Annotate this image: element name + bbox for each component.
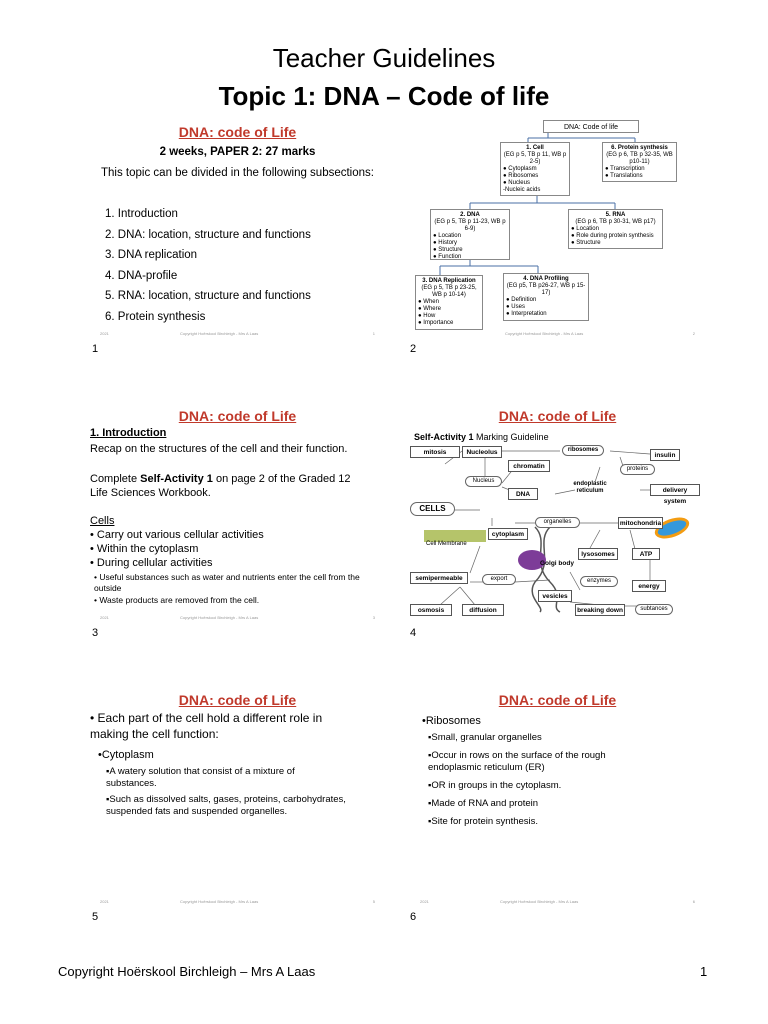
cells-heading: Cells bbox=[90, 515, 115, 527]
concept-cells: CELLS bbox=[410, 502, 455, 516]
mindmap-node-rna: 5. RNA (EG p 6, TB p 30-31, WB p17) ● Location ● Role during protein synthesis ● Structure bbox=[568, 209, 663, 249]
lead-text: •Ribosomes bbox=[422, 715, 481, 727]
concept-vesicles: vesicles bbox=[538, 590, 572, 602]
slide-number: 5 bbox=[92, 911, 99, 923]
slide-footer-copyright: Copyright Hoërskool Birchleigh - Mrs A Laas bbox=[180, 615, 259, 620]
slide-footer-copyright: Copyright Hoërskool Birchleigh - Mrs A Laas bbox=[505, 331, 584, 336]
slide-1 bbox=[90, 118, 385, 338]
concept-proteins: proteins bbox=[620, 464, 655, 475]
complete-text: Complete Self-Activity 1 on page 2 of the Graded 12 Life Sciences Workbook. bbox=[90, 473, 351, 499]
slide-5 bbox=[90, 686, 385, 906]
concept-nucleus: Nucleus bbox=[465, 476, 502, 487]
list-item: ▪A watery solution that consist of a mixture of substances. bbox=[106, 766, 295, 789]
page-footer-copyright: Copyright Hoërskool Birchleigh – Mrs A Laas bbox=[58, 964, 316, 979]
ribosome-list bbox=[428, 732, 658, 828]
concept-lysosomes: lysosomes bbox=[578, 548, 618, 560]
mindmap-node-replication: 3. DNA Replication (EG p 5, TB p 23-25, WB p 10-14) ● When ● Where ● How ● Importance bbox=[415, 275, 483, 330]
slide-footer-copyright: Copyright Hoërskool Birchleigh - Mrs A Laas bbox=[500, 899, 579, 904]
marks-line: 2 weeks, PAPER 2: 27 marks bbox=[159, 146, 316, 158]
list-item: • Waste products are removed from the cell. bbox=[94, 595, 260, 605]
concept-er: endoplastic reticulum bbox=[573, 481, 607, 494]
concept-energy: energy bbox=[632, 580, 666, 592]
list-item: ▪Site for protein synthesis. bbox=[428, 816, 539, 827]
slide-3 bbox=[90, 402, 385, 622]
slide-number: 1 bbox=[92, 343, 99, 355]
concept-osmosis: osmosis bbox=[410, 604, 452, 616]
list-item: ▪Occur in rows on the surface of the rough endoplasmic reticulum (ER) bbox=[428, 750, 606, 773]
mindmap-node-profiling: 4. DNA Profiling (EG p5, TB p26-27, WB p 15-17) ● Definition ● Uses ● Interpretation bbox=[503, 273, 589, 321]
cytoplasm-list bbox=[106, 766, 346, 818]
concept-semipermeable: semipermeable bbox=[410, 572, 468, 584]
document-title: Teacher Guidelines bbox=[272, 43, 496, 73]
slide-title: DNA: code of Life bbox=[178, 692, 297, 708]
slide-footer-year: 2021 bbox=[100, 331, 109, 336]
list-item: 3. DNA replication bbox=[105, 249, 198, 261]
concept-diffusion: diffusion bbox=[462, 604, 504, 616]
concept-nucleolus: Nucleolus bbox=[462, 446, 502, 458]
cells-sub-bullets bbox=[94, 572, 364, 606]
concept-organelles: organelles bbox=[535, 517, 580, 528]
concept-delivery-system: delivery system bbox=[650, 484, 700, 496]
page-number: 1 bbox=[700, 964, 708, 979]
concept-mitochondria: mitochondria bbox=[618, 517, 663, 529]
slide-title: DNA: code of Life bbox=[498, 692, 617, 708]
slide-footer-copyright: Copyright Hoërskool Birchleigh - Mrs A Laas bbox=[180, 899, 259, 904]
lead-text: • Each part of the cell hold a different role in making the cell function: bbox=[90, 711, 323, 741]
concept-cell-membrane: Cell Membrane bbox=[426, 541, 467, 547]
list-item: • Within the cytoplasm bbox=[90, 543, 199, 555]
concept-atp: ATP bbox=[632, 548, 660, 560]
sub-heading: •Cytoplasm bbox=[98, 749, 154, 761]
mindmap-node-cell: 1. Cell (EG p 5, TB p 11, WB p 2-5) ● Cytoplasm ● Ribosomes ● Nucleus -Nucleic acids bbox=[500, 142, 570, 196]
slide-footer-number: 2 bbox=[692, 331, 695, 336]
list-item: 6. Protein synthesis bbox=[105, 310, 206, 323]
mindmap-node-dna: 2. DNA (EG p 5, TB p 11-23, WB p 6-9) ● Location ● History ● Structure ● Function bbox=[430, 209, 510, 260]
slide-footer-number: 5 bbox=[372, 899, 375, 904]
slide-subtitle: Self-Activity 1 Marking Guideline bbox=[414, 432, 549, 442]
slide-footer-year: 2021 bbox=[100, 615, 109, 620]
mindmap-root: DNA: Code of life bbox=[543, 120, 639, 133]
intro-text: This topic can be divided in the following subsections: bbox=[101, 167, 374, 179]
slide-number: 6 bbox=[410, 911, 417, 923]
list-item: 5. RNA: location, structure and functions bbox=[105, 290, 311, 302]
concept-enzymes: enzymes bbox=[580, 576, 618, 587]
list-item: 4. DNA-profile bbox=[105, 269, 178, 282]
slide-footer-year: 2021 bbox=[100, 899, 109, 904]
slide-number: 4 bbox=[410, 627, 417, 639]
list-item: ▪Such as dissolved salts, gases, proteins, carbohydrates, suspended fats and suspended organelles. bbox=[106, 794, 346, 817]
concept-dna: DNA bbox=[508, 488, 538, 500]
slide-title: DNA: code of Life bbox=[178, 408, 297, 424]
section-heading: 1. Introduction bbox=[90, 427, 167, 439]
list-item: 1. Introduction bbox=[105, 208, 178, 220]
slide-2 bbox=[410, 118, 705, 338]
list-item: • During cellular activities bbox=[90, 557, 213, 569]
slide-footer-copyright: Copyright Hoërskool Birchleigh - Mrs A Laas bbox=[180, 331, 259, 336]
concept-insulin: insulin bbox=[650, 449, 680, 461]
list-item: • Useful substances such as water and nutrients enter the cell from the outside bbox=[94, 572, 360, 593]
slide-title: DNA: code of Life bbox=[178, 124, 297, 140]
list-item: ▪Small, granular organelles bbox=[428, 732, 542, 743]
cells-bullets bbox=[90, 528, 264, 570]
list-item: ▪Made of RNA and protein bbox=[428, 798, 539, 809]
concept-export: export bbox=[482, 574, 516, 585]
slide-number: 2 bbox=[410, 343, 417, 355]
slide-footer-number: 6 bbox=[692, 899, 695, 904]
concept-cytoplasm: cytoplasm bbox=[488, 528, 528, 540]
slide-4 bbox=[410, 402, 705, 622]
mindmap-node-protein-synthesis: 6. Protein synthesis (EG p 6, TB p 32-35, WB p10-11) ● Transcription ● Translations bbox=[602, 142, 677, 182]
slide-footer-number: 1 bbox=[372, 331, 375, 336]
concept-breaking-down: breaking down bbox=[575, 604, 625, 616]
list-item: • Carry out various cellular activities bbox=[90, 529, 264, 541]
concept-golgi: Golgi body bbox=[540, 560, 574, 567]
slide-footer-year: 2021 bbox=[420, 899, 429, 904]
slide-number: 3 bbox=[92, 627, 99, 639]
slide-footer-number: 3 bbox=[372, 615, 375, 620]
concept-chromatin: chromatin bbox=[508, 460, 550, 472]
subsection-list bbox=[105, 204, 311, 327]
list-item: ▪OR in groups in the cytoplasm. bbox=[428, 780, 562, 791]
concept-ribosomes: ribosomes bbox=[562, 445, 604, 456]
concept-mitosis: mitosis bbox=[410, 446, 460, 458]
list-item: 2. DNA: location, structure and functions bbox=[105, 228, 311, 241]
recap-text: Recap on the structures of the cell and their function. bbox=[90, 443, 348, 455]
slide-6 bbox=[410, 686, 705, 906]
concept-substances: subtances bbox=[635, 604, 673, 615]
slide-title: DNA: code of Life bbox=[498, 408, 617, 424]
document-subtitle: Topic 1: DNA – Code of life bbox=[218, 81, 550, 111]
